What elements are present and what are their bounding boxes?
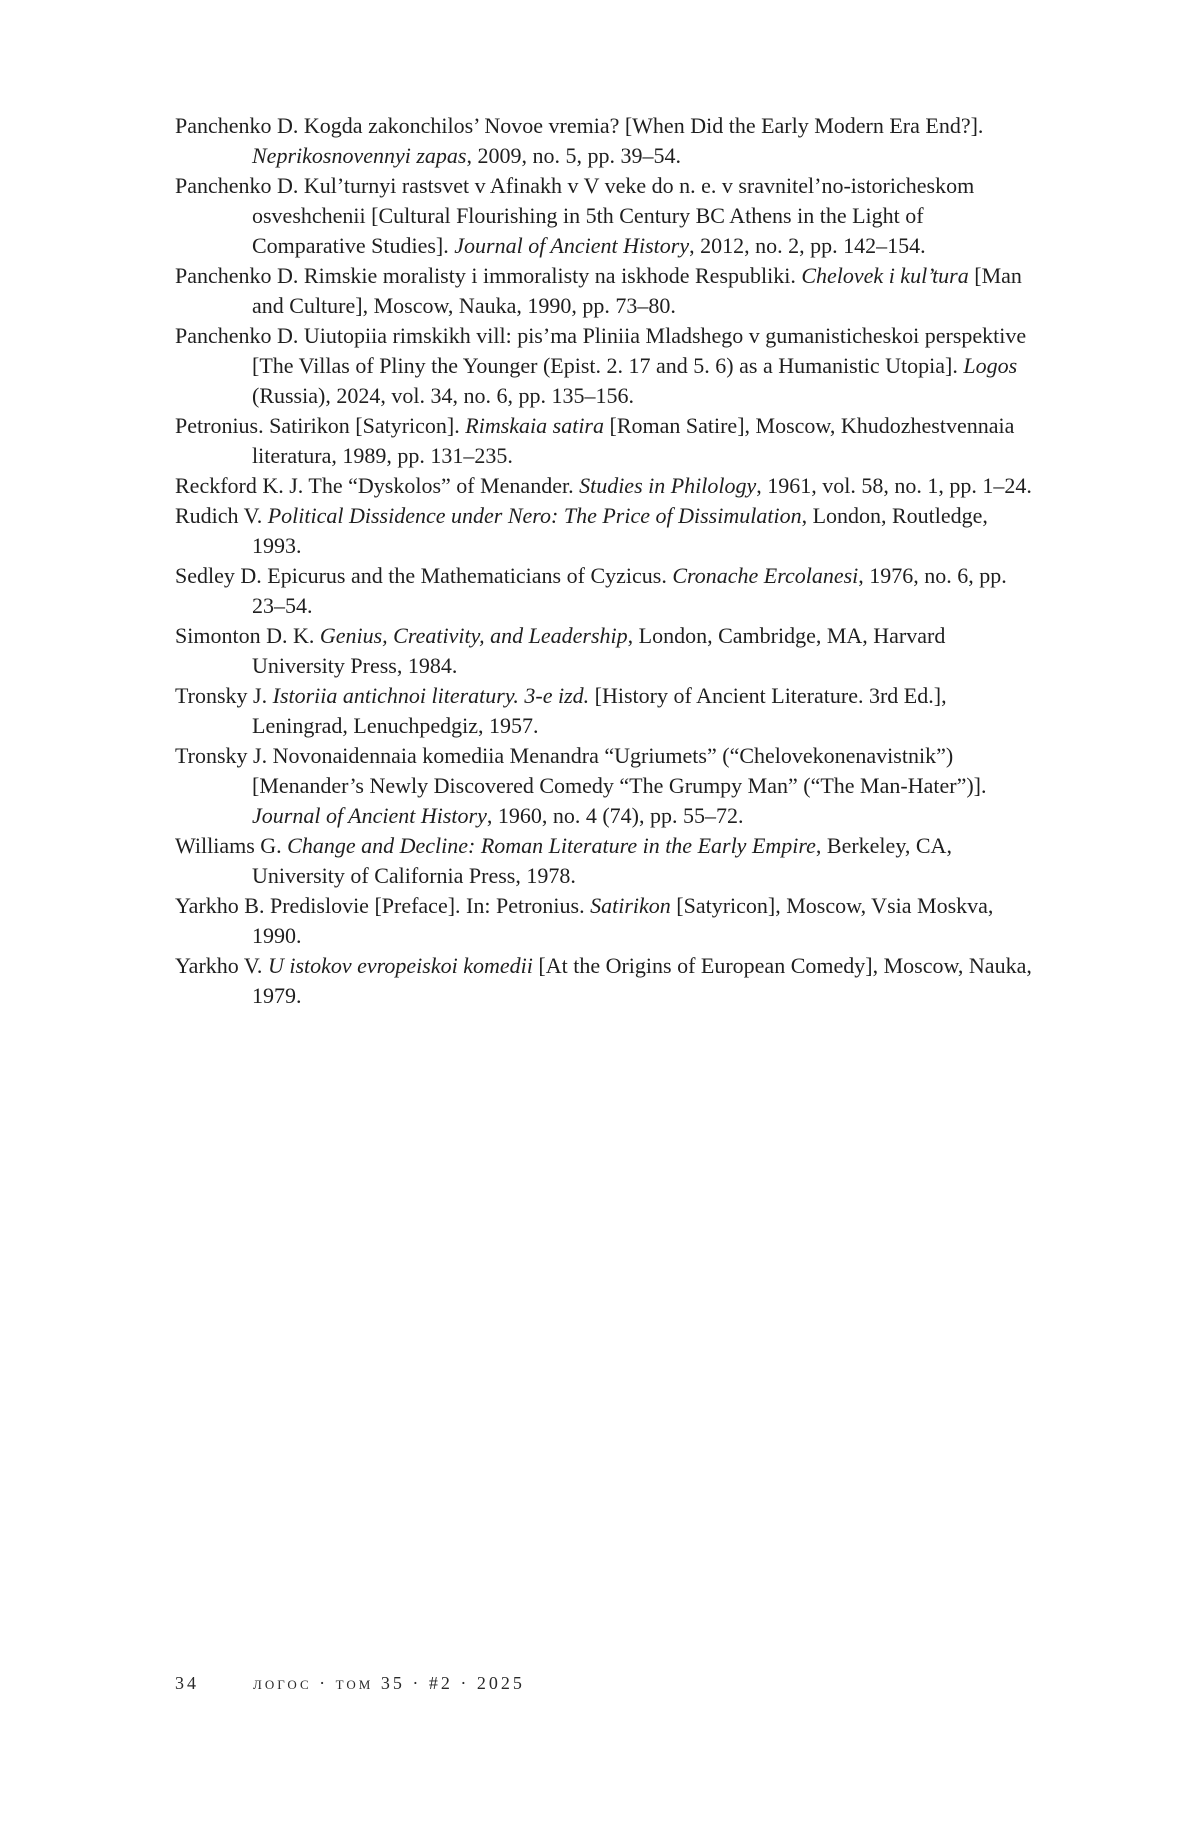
- reference-author: Panchenko D.: [175, 173, 304, 198]
- reference-text: Uiutopiia rimskikh vill: pis’ma Pliniia Mladshego v gumanisticheskoi perspektive [The Villas of Pliny the Younger (Epist. 2. 17 and 5. 6) as a Humanistic Utopia].: [252, 323, 1027, 378]
- reference-entry: [175, 321, 1035, 411]
- reference-text: Kul’turnyi rastsvet v Afinakh v V veke do n. e. v sravnitel’no-istoricheskom osveshchenii [Cultural Flourishing in 5th Century BC Athens in the Light of Comparative Studies].: [252, 173, 975, 258]
- reference-title-italic: Cronache Ercolanesi: [672, 563, 859, 588]
- reference-author: Williams G.: [175, 833, 288, 858]
- reference-details: [Satyricon], Moscow, Vsia Moskva, 1990.: [252, 893, 994, 948]
- running-footer: [175, 1673, 525, 1694]
- reference-details: (Russia), 2024, vol. 34, no. 6, pp. 135–156.: [252, 383, 634, 408]
- reference-entry: [175, 261, 1035, 321]
- reference-text: Rimskie moralisty i immoralisty na iskhode Respubliki.: [303, 263, 802, 288]
- reference-entry: [175, 171, 1035, 261]
- reference-title-italic: Satirikon: [590, 893, 671, 918]
- reference-title-italic: Studies in Philology: [579, 473, 757, 498]
- reference-details: , London, Cambridge, MA, Harvard University Press, 1984.: [252, 623, 946, 678]
- reference-author: Simonton D. K.: [175, 623, 320, 648]
- reference-title-italic: Rimskaia satira: [465, 413, 604, 438]
- reference-entry: [175, 471, 1035, 501]
- reference-text: The “Dyskolos” of Menander.: [308, 473, 580, 498]
- reference-list: [175, 111, 1035, 1011]
- reference-author: Sedley D.: [175, 563, 268, 588]
- reference-details: , 2012, no. 2, pp. 142–154.: [689, 233, 926, 258]
- reference-entry: [175, 741, 1035, 831]
- reference-text: Novonaidennaia komediia Menandra “Ugriumets” (“Chelovekonenavistnik”) [Menander’s Newly Discovered Comedy “The Grumpy Man” (“The Man-Hater”)].: [252, 743, 987, 798]
- journal-issue: логос · том 35 · #2 · 2025: [253, 1673, 525, 1693]
- reference-title-italic: Neprikosnovennyi zapas: [252, 143, 467, 168]
- reference-author: Rudich V.: [175, 503, 268, 528]
- reference-details: , Berkeley, CA, University of California Press, 1978.: [252, 833, 952, 888]
- reference-details: , 1960, no. 4 (74), pp. 55–72.: [486, 803, 744, 828]
- reference-title-italic: Change and Decline: Roman Literature in the Early Empire: [287, 833, 816, 858]
- reference-author: Tronsky J.: [175, 683, 273, 708]
- reference-details: , 2009, no. 5, pp. 39–54.: [466, 143, 681, 168]
- reference-entry: [175, 831, 1035, 891]
- reference-details: , 1976, no. 6, pp. 23–54.: [252, 563, 1007, 618]
- reference-entry: [175, 411, 1035, 471]
- reference-entry: [175, 681, 1035, 741]
- reference-text: Satirikon [Satyricon].: [269, 413, 466, 438]
- reference-entry: [175, 111, 1035, 171]
- reference-text: Predislovie [Preface]. In: Petronius.: [269, 893, 591, 918]
- page-number: 34: [175, 1673, 199, 1693]
- reference-details: , London, Routledge, 1993.: [252, 503, 988, 558]
- reference-details: [Man and Culture], Moscow, Nauka, 1990, pp. 73–80.: [252, 263, 1022, 318]
- reference-author: Panchenko D.: [175, 113, 304, 138]
- reference-entry: [175, 501, 1035, 561]
- reference-details: , 1961, vol. 58, no. 1, pp. 1–24.: [756, 473, 1032, 498]
- reference-author: Yarkho V.: [175, 953, 268, 978]
- reference-title-italic: Logos: [963, 353, 1018, 378]
- reference-details: [History of Ancient Literature. 3rd Ed.], Leningrad, Lenuchpedgiz, 1957.: [252, 683, 947, 738]
- reference-author: Panchenko D.: [175, 263, 304, 288]
- reference-text: Kogda zakonchilos’ Novoe vremia? [When Did the Early Modern Era End?].: [303, 113, 984, 138]
- reference-author: Reckford K. J.: [175, 473, 309, 498]
- reference-author: Yarkho B.: [175, 893, 270, 918]
- reference-entry: [175, 561, 1035, 621]
- reference-details: [Roman Satire], Moscow, Khudozhestvennaia literatura, 1989, pp. 131–235.: [252, 413, 1015, 468]
- reference-author: Tronsky J.: [175, 743, 273, 768]
- reference-title-italic: U istokov evropeiskoi komedii: [267, 953, 533, 978]
- reference-author: Panchenko D.: [175, 323, 304, 348]
- reference-title-italic: Journal of Ancient History: [454, 233, 690, 258]
- reference-title-italic: Political Dissidence under Nero: The Price of Dissimulation: [267, 503, 802, 528]
- reference-title-italic: Genius, Creativity, and Leadership: [319, 623, 628, 648]
- reference-author: Petronius.: [175, 413, 270, 438]
- reference-entry: [175, 891, 1035, 951]
- reference-text: Epicurus and the Mathematicians of Cyzicus.: [267, 563, 673, 588]
- reference-title-italic: Journal of Ancient History: [252, 803, 487, 828]
- reference-title-italic: Chelovek i kul’tura: [801, 263, 969, 288]
- reference-details: [At the Origins of European Comedy], Moscow, Nauka, 1979.: [252, 953, 1032, 1008]
- reference-title-italic: Istoriia antichnoi literatury. 3-e izd.: [272, 683, 590, 708]
- reference-entry: [175, 621, 1035, 681]
- reference-entry: [175, 951, 1035, 1011]
